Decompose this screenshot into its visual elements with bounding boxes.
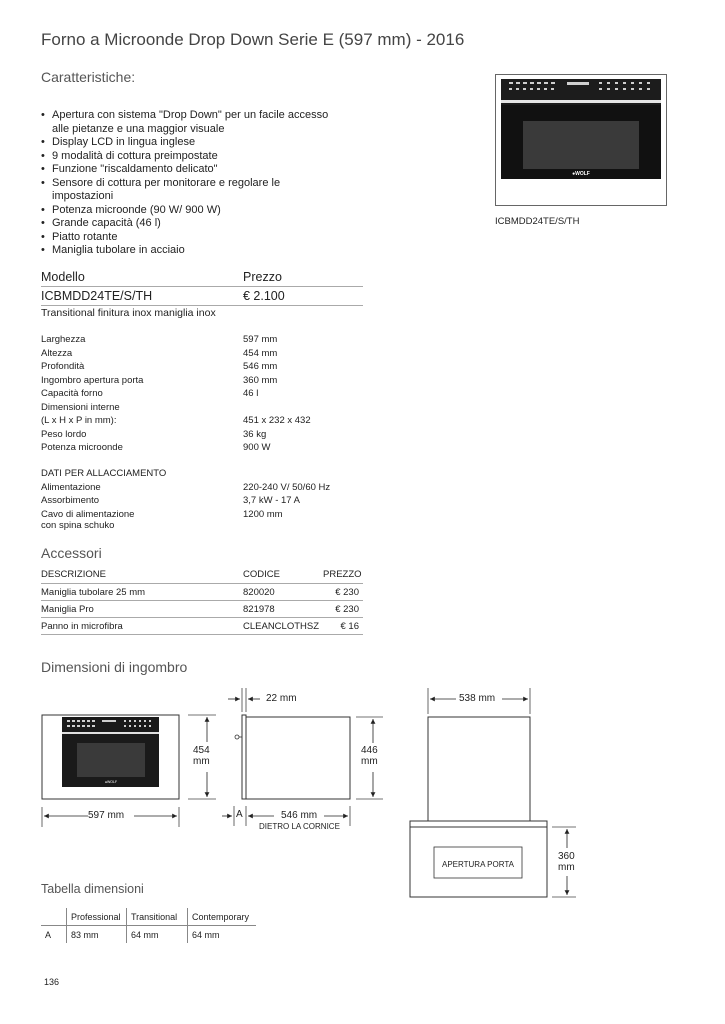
dim-top-width-label: 538 mm: [459, 693, 496, 704]
feature-item: • Sensore di cottura per monitorare e regolare le impostazioni: [41, 177, 331, 204]
table-row: [41, 604, 359, 615]
front-view: [42, 715, 179, 799]
connection-value: 220-240 V/ 50/60 Hz: [243, 481, 331, 493]
accessories-header-row: [41, 569, 362, 580]
spec-row: [41, 428, 341, 442]
spec-value: 454 mm: [243, 347, 278, 359]
door-opening-label: APERTURA PORTA: [441, 860, 515, 869]
connection-label: Alimentazione: [41, 481, 101, 493]
page-number: 136: [44, 977, 60, 987]
microwave-product-image: [495, 74, 667, 206]
spec-row: [41, 414, 341, 428]
accessory-code: CLEANCLOTHSZ: [243, 621, 320, 632]
accessory-description: Maniglia Pro: [41, 604, 94, 615]
feature-item: • Apertura con sistema "Drop Down" per un facile accesso alle pietanze e una maggior visuale: [41, 109, 331, 136]
accessories-heading: Accessori: [41, 545, 102, 561]
spec-value: 451 x 232 x 432: [243, 415, 311, 426]
dim-depth-note: DIETRO LA CORNICE: [259, 822, 340, 831]
dim-depth-label: 546 mm: [281, 810, 318, 821]
accessory-price: € 16: [340, 621, 359, 632]
model-code: ICBMDD24TE/S/TH: [41, 289, 153, 303]
spec-label: Peso lordo: [41, 428, 87, 440]
svg-text:●WOLF: ●WOLF: [104, 780, 118, 784]
specs-table: [41, 333, 341, 455]
dim-side-height-label: 446 mm: [361, 745, 378, 767]
finish-description: Transitional finitura inox maniglia inox: [41, 307, 216, 319]
dim-table-heading: Tabella dimensioni: [41, 882, 144, 896]
column-header: CODICE: [243, 569, 280, 580]
spec-value: 46 l: [243, 388, 259, 399]
accessory-code: 821978: [243, 604, 275, 615]
spec-row: [41, 374, 341, 388]
connection-row: [41, 481, 341, 495]
dimension-drawing: [36, 682, 596, 902]
dim-width-label: 597 mm: [88, 810, 125, 821]
spec-label: Capacità forno: [41, 388, 103, 399]
spec-label: Dimensioni interne: [41, 401, 120, 413]
spec-row: [41, 401, 341, 415]
table-cell: 83 mm: [67, 926, 127, 944]
divider: [41, 583, 363, 584]
spec-value: 36 kg: [243, 428, 267, 440]
connection-label: Cavo di alimentazione: [41, 508, 135, 520]
feature-item: • 9 modalità di cottura preimpostate: [41, 150, 331, 164]
features-heading: Caratteristiche:: [41, 69, 136, 85]
column-header: PREZZO: [323, 569, 362, 580]
column-header: Transitional: [127, 908, 188, 926]
spec-label: (L x H x P in mm):: [41, 415, 117, 426]
spec-row: [41, 347, 341, 361]
accessory-price: € 230: [335, 604, 359, 615]
column-header: Professional: [67, 908, 127, 926]
feature-item: • Funzione "riscaldamento delicato": [41, 163, 331, 177]
spec-label: Potenza microonde: [41, 442, 123, 453]
feature-item: • Maniglia tubolare in acciaio: [41, 244, 331, 258]
connection-label: con spina schuko: [41, 519, 115, 531]
dim-height-label: 454 mm: [193, 745, 210, 767]
spec-value: 546 mm: [243, 361, 278, 372]
connection-row: [41, 494, 341, 508]
model-price: € 2.100: [243, 289, 285, 303]
spec-label: Ingombro apertura porta: [41, 374, 144, 386]
spec-value: 360 mm: [243, 374, 278, 386]
column-header: Contemporary: [188, 908, 257, 926]
connection-value: 3,7 kW - 17 A: [243, 495, 301, 506]
spec-row: [41, 387, 341, 401]
brand-logo: ●WOLF: [572, 171, 590, 177]
price-header: Prezzo: [243, 270, 282, 284]
divider: [41, 600, 363, 601]
spec-label: Larghezza: [41, 334, 86, 345]
top-view: [410, 717, 547, 897]
connection-value: 1200 mm: [243, 508, 283, 520]
feature-item: • Display LCD in lingua inglese: [41, 136, 331, 150]
divider: [41, 286, 363, 287]
feature-item: • Piatto rotante: [41, 231, 331, 245]
dimensions-heading: Dimensioni di ingombro: [41, 659, 188, 675]
divider: [41, 305, 363, 306]
divider: [41, 634, 363, 635]
product-image-caption: ICBMDD24TE/S/TH: [495, 216, 580, 227]
connection-label: Assorbimento: [41, 495, 100, 506]
table-cell: A: [41, 926, 67, 944]
table-cell: 64 mm: [127, 926, 188, 944]
accessory-price: € 230: [335, 587, 359, 598]
spec-row: [41, 333, 341, 347]
dim-panel-label: 22 mm: [266, 693, 297, 704]
side-view: [235, 715, 350, 799]
column-header: DESCRIZIONE: [41, 569, 106, 580]
divider: [41, 617, 363, 618]
model-header: Modello: [41, 270, 85, 284]
table-cell: 64 mm: [188, 926, 257, 944]
table-row: [41, 587, 359, 598]
connection-row: [41, 509, 341, 520]
accessory-code: 820020: [243, 587, 275, 598]
connection-table: [41, 467, 341, 531]
connection-heading: DATI PER ALLACCIAMENTO: [41, 468, 167, 479]
spec-label: Profondità: [41, 361, 85, 372]
accessory-description: Maniglia tubolare 25 mm: [41, 587, 146, 598]
page-title: Forno a Microonde Drop Down Serie E (597 mm) - 2016: [41, 30, 465, 49]
spec-value: 597 mm: [243, 334, 278, 345]
table-row: [41, 621, 359, 632]
spec-row: [41, 360, 341, 374]
dim-table: [41, 908, 256, 943]
table-header-row: [41, 908, 256, 926]
table-row: [41, 926, 256, 944]
spec-value: 900 W: [243, 442, 271, 453]
dim-a-label: A: [236, 809, 243, 820]
spec-label: Altezza: [41, 347, 73, 359]
feature-item: • Potenza microonde (90 W/ 900 W): [41, 204, 331, 218]
feature-item: • Grande capacità (46 l): [41, 217, 331, 231]
accessory-description: Panno in microfibra: [41, 621, 123, 632]
connection-row: [41, 520, 341, 531]
spec-row: [41, 441, 341, 455]
dim-door-label: 360 mm: [558, 851, 575, 873]
features-list: [41, 109, 331, 258]
column-header: [41, 908, 67, 926]
